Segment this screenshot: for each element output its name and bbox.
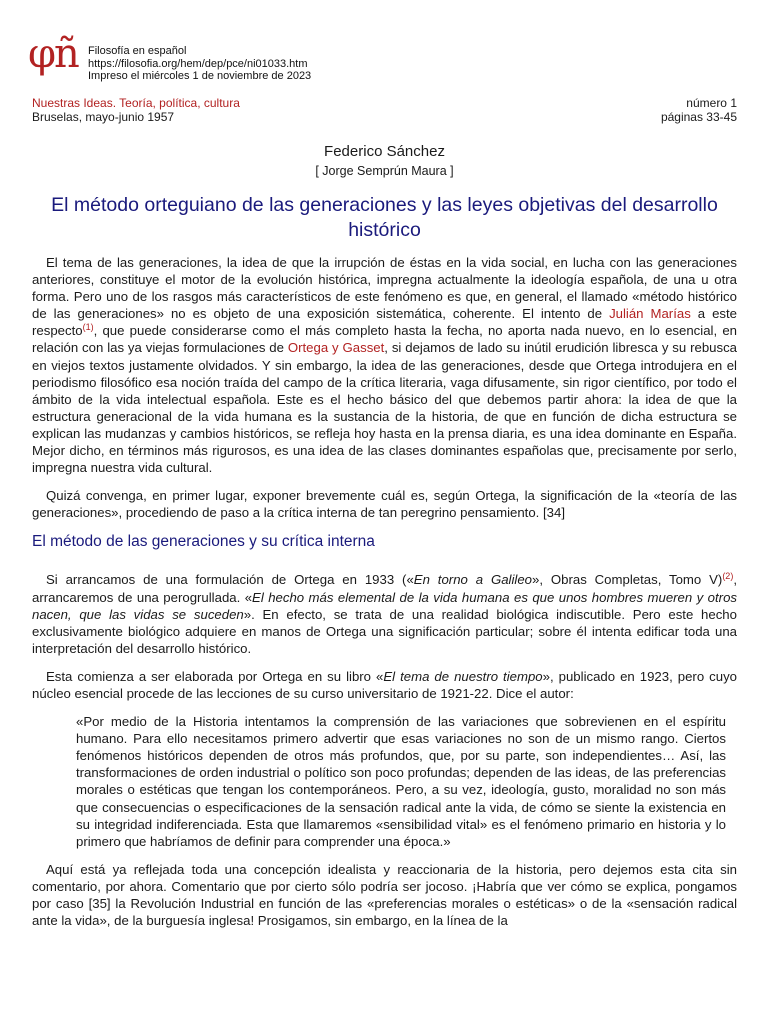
article-author: Federico Sánchez — [324, 143, 445, 160]
print-date: Impreso el miércoles 1 de noviembre de 2023 — [88, 70, 312, 82]
paragraph-5: Aquí está ya reflejada toda una concepción idealista y reaccionaria de la historia, pero dejemos esta cita sin comentario, por ahora. Comentario que por cierto sólo podría ser jocoso. ¡Habría que ver cómo se explica, pongamos por caso [35] la Revolución Industrial en función de las «preferencias morales o estéticas» o de la «sensación radical ante la vida», de la burguesía inglesa! Prosigamos, sin embargo, en la línea de la — [32, 861, 737, 929]
paragraph-3: Si arrancamos de una formulación de Ortega en 1933 («En torno a Galileo», Obras Completas, Tomo V)$^{(2)}$, arrancaremos de una perogrullada. «El hecho más elemental de la vida humana es que unos hombres mueren y otros nacen, que las vidas se suceden». En efecto, se trata de una realidad biológica indiscutible. Pero este hecho exclusivamente biológico adquiere en manos de Ortega una significación particular; sobre él intenta edificar toda una interpretación del desarrollo histórico. — [32, 571, 737, 656]
place-date: Bruselas, mayo-junio 1957 — [32, 110, 175, 124]
site-url[interactable]: https://filosofia.org/hem/dep/pce/ni01033.htm — [88, 57, 308, 70]
footnote-ref-2[interactable]: (2) — [722, 571, 734, 582]
site-meta — [88, 45, 311, 83]
link-julian-marias[interactable]: Julián Marías — [609, 306, 691, 322]
footnote-ref-1[interactable]: (1) — [82, 322, 94, 333]
site-name[interactable]: Filosofía en español — [88, 45, 187, 57]
paragraph-1: El tema de las generaciones, la idea de que la irrupción de éstas en la vida social, en lucha con las generaciones anteriores, constituye el motor de la evolución histórica, impregna actualmente la ideología española, de una u otra forma. Pero uno de los rasgos más característicos de este fenómeno es que, en general, el llamado «método histórico de las generaciones» no es objeto de una exposición sistemática, coherente. El intento de Julián Marías a este respecto$^{(1)}$, que puede considerarse como el más completo hasta la fecha, no aporta nada nuevo, en lo esencial, en relación con las ya viejas formulaciones de Ortega y Gasset, si dejamos de lado su inútil erudición libresca y su rebusca en viejos textos justamente olvidados. Y sin embargo, la idea de las generaciones, desde que Ortega introdujera en el periodismo filosófico esa noción traída del campo de la crítica literaria, vaga difusamente, sin rigor científico, por todo el ámbito de la vida intelectual española. Este es el hecho básico del que debemos partir ahora: la idea de que la estructura generacional de la vida humana es la sustancia de la historia, de que en función de dicha estructura se explican las mudanzas y cambios históricos, se refleja hoy hasta en la prensa diaria, es una idea dominante en España. Mejor dicho, en términos más rigurosos, es una idea de las clases dominantes españolas que, precisamente por serlo, impregna nuestra vida cultural. — [32, 255, 738, 476]
quote-text: «Por medio de la Historia intentamos la comprensión de las variaciones que sobrevienen en el espíritu humano. Para ello necesitamos primero advertir que esas variaciones no son de un mismo rango. Ciertos fenómenos históricos dependen de otros más profundos, que, por su parte, son independientes… Así, las transformaciones de orden industrial o político son poco profundas; dependen de las ideas, de las preferencias morales o estéticas que tengan los contemporáneos. Pero, a su vez, ideología, gusto, moralidad no son más que consecuencias o especificaciones de la sensación radical ante la vida, de cómo se siente la existencia en su integridad indiferenciada. Esta que llamaremos «sensibilidad vital» es el fenómeno primario en historia y lo primero que habríamos de definir para comprender una época.» — [76, 714, 726, 849]
article-title: El método orteguiano de las generaciones y las leyes objetivas del desarrollo histórico — [51, 194, 718, 241]
page-range: páginas 33-45 — [660, 110, 737, 124]
journal-link[interactable]: Nuestras Ideas. Teoría, política, cultura — [32, 96, 240, 110]
issue-number: número 1 — [686, 96, 737, 110]
section-heading: El método de las generaciones y su crítica interna — [32, 533, 375, 551]
author-real-name: [ Jorge Semprún Maura ] — [315, 164, 454, 178]
paragraph-2: Quizá convenga, en primer lugar, exponer brevemente cuál es, según Ortega, la significación de la «teoría de las generaciones», procediendo de paso a la crítica interna de tan peregrino pensamiento. [34] — [32, 488, 737, 521]
article-body — [32, 254, 737, 940]
block-quote — [76, 713, 726, 850]
paragraph-4: Esta comienza a ser elaborada por Ortega en su libro «El tema de nuestro tiempo», publicado en 1923, pero cuyo núcleo esencial procede de las lecciones de su curso universitario de 1921-22. Dice el autor: — [32, 668, 738, 701]
publication-left — [32, 96, 240, 124]
site-logo[interactable]: φñ — [28, 31, 78, 77]
link-ortega-y-gasset[interactable]: Ortega y Gasset — [287, 340, 385, 356]
publication-right — [661, 96, 737, 124]
